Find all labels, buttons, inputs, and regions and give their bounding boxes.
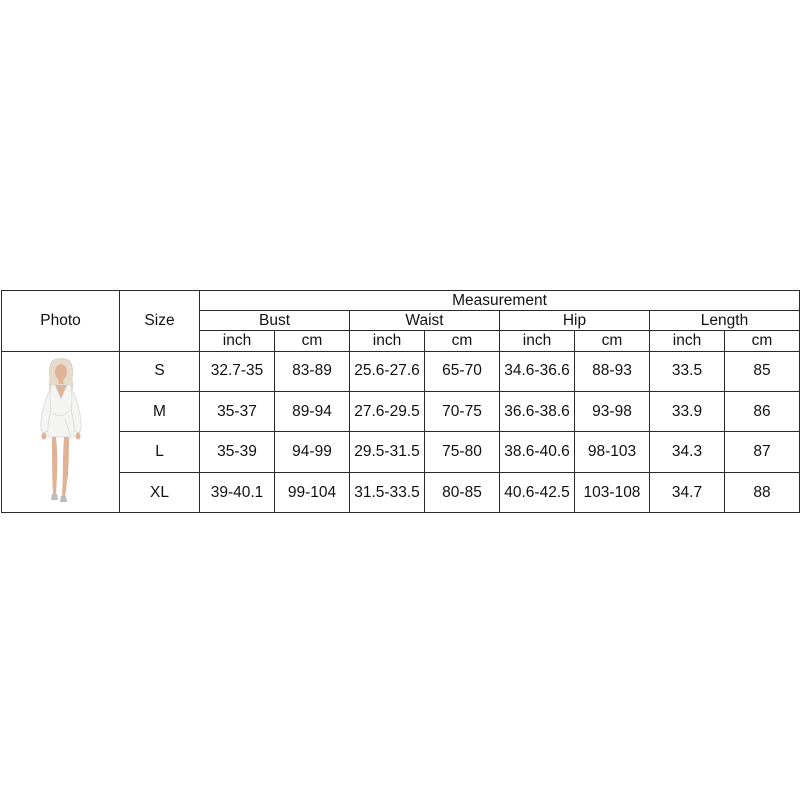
size-label: XL: [120, 472, 200, 512]
table-cell: 85: [725, 351, 800, 391]
table-cell: 88: [725, 472, 800, 512]
table-cell: 83-89: [275, 351, 350, 391]
unit-header: cm: [425, 331, 500, 351]
table-cell: 36.6-38.6: [500, 391, 575, 431]
unit-header: inch: [200, 331, 275, 351]
model-photo-icon: [31, 357, 91, 507]
bust-header: Bust: [200, 311, 350, 331]
table-cell: 99-104: [275, 472, 350, 512]
table-cell: 35-37: [200, 391, 275, 431]
table-cell: 88-93: [575, 351, 650, 391]
table-cell: 33.5: [650, 351, 725, 391]
unit-header: cm: [725, 331, 800, 351]
size-label: S: [120, 351, 200, 391]
table-cell: 86: [725, 391, 800, 431]
table-cell: 27.6-29.5: [350, 391, 425, 431]
table-cell: 34.6-36.6: [500, 351, 575, 391]
unit-header: inch: [350, 331, 425, 351]
measurement-header: Measurement: [200, 291, 800, 311]
size-label: M: [120, 391, 200, 431]
table-row: [2, 432, 800, 472]
unit-header: inch: [650, 331, 725, 351]
table-cell: 25.6-27.6: [350, 351, 425, 391]
table-cell: 94-99: [275, 432, 350, 472]
table-cell: 31.5-33.5: [350, 472, 425, 512]
table-cell: 89-94: [275, 391, 350, 431]
header-row-measurement: [2, 291, 800, 311]
table-row: [2, 472, 800, 512]
table-cell: 65-70: [425, 351, 500, 391]
unit-header: inch: [500, 331, 575, 351]
table-row: [2, 351, 800, 391]
table-cell: 38.6-40.6: [500, 432, 575, 472]
photo-cell: [2, 351, 120, 512]
size-chart-table: [1, 290, 800, 513]
table-cell: 32.7-35: [200, 351, 275, 391]
size-label: L: [120, 432, 200, 472]
hip-header: Hip: [500, 311, 650, 331]
table-cell: 39-40.1: [200, 472, 275, 512]
table-row: [2, 391, 800, 431]
waist-header: Waist: [350, 311, 500, 331]
table-cell: 34.3: [650, 432, 725, 472]
unit-header: cm: [575, 331, 650, 351]
table-cell: 98-103: [575, 432, 650, 472]
table-cell: 29.5-31.5: [350, 432, 425, 472]
table-cell: 33.9: [650, 391, 725, 431]
table-cell: 34.7: [650, 472, 725, 512]
table-cell: 70-75: [425, 391, 500, 431]
table-cell: 40.6-42.5: [500, 472, 575, 512]
length-header: Length: [650, 311, 800, 331]
table-cell: 93-98: [575, 391, 650, 431]
size-header: Size: [120, 291, 200, 352]
table-cell: 75-80: [425, 432, 500, 472]
table-cell: 87: [725, 432, 800, 472]
photo-header: Photo: [2, 291, 120, 352]
table-cell: 35-39: [200, 432, 275, 472]
table-cell: 80-85: [425, 472, 500, 512]
unit-header: cm: [275, 331, 350, 351]
table-cell: 103-108: [575, 472, 650, 512]
